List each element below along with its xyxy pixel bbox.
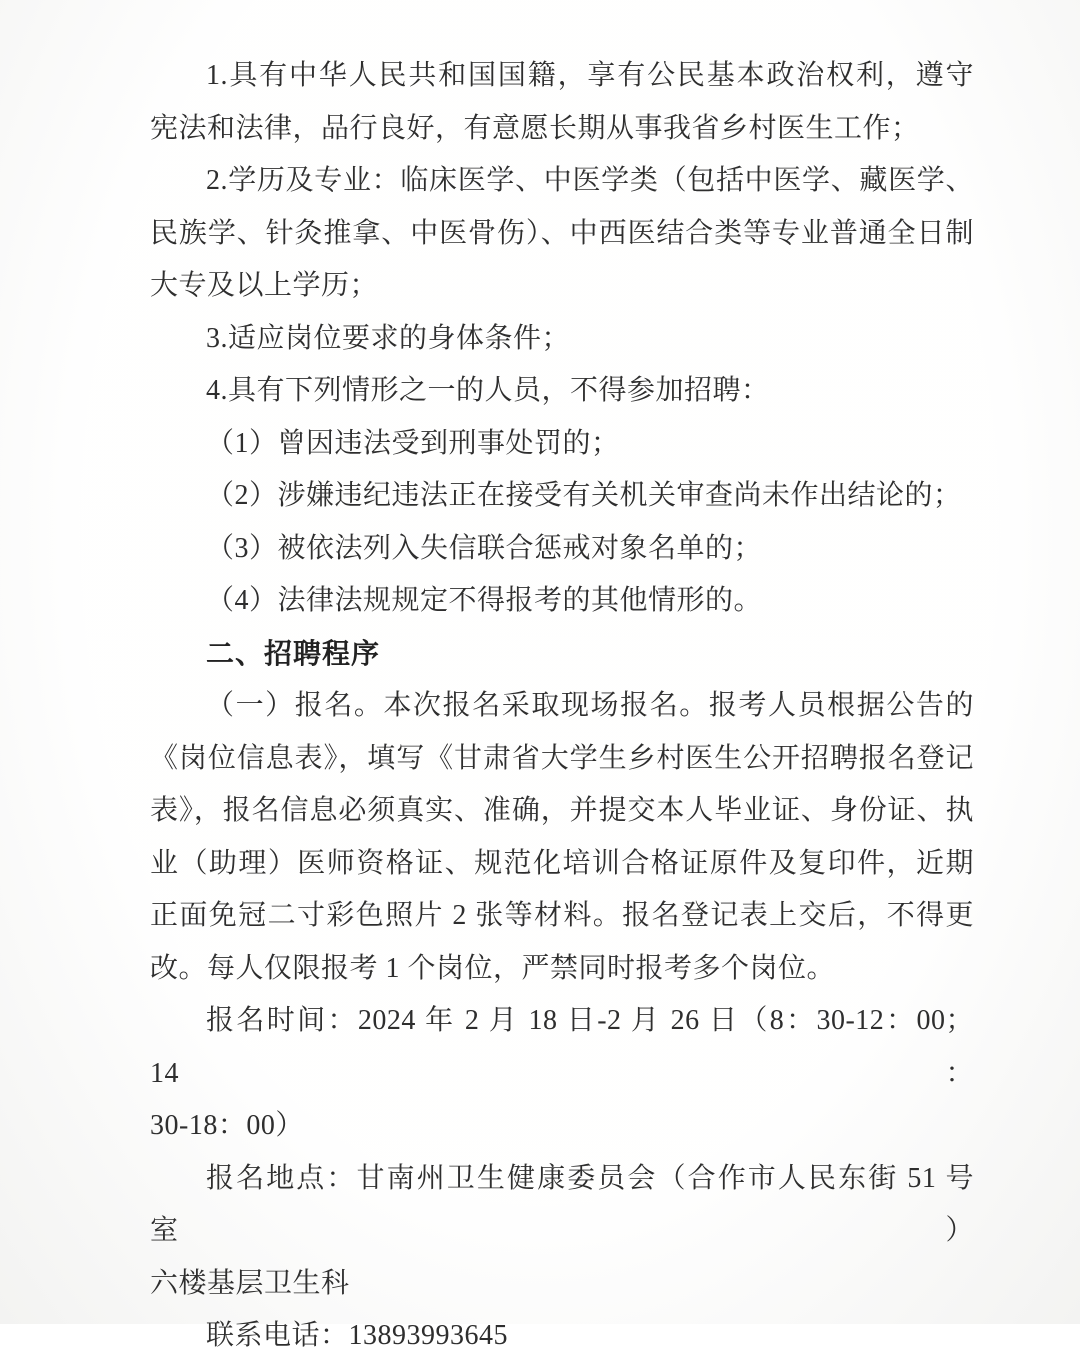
section-heading xyxy=(150,628,974,681)
paragraph xyxy=(150,523,974,576)
paragraph xyxy=(150,155,974,313)
paragraph xyxy=(150,50,974,155)
text-line: 六楼基层卫生科 xyxy=(150,1267,350,1299)
paragraph xyxy=(150,575,974,628)
text-line: （3）被依法列入失信联合惩戒对象名单的； xyxy=(206,532,763,564)
text-line: 3.适应岗位要求的身体条件； xyxy=(206,322,571,354)
paragraph xyxy=(150,313,974,366)
text-line: 1.具有中华人民共和国国籍，享有公民基本政治权利，遵守 xyxy=(206,60,974,91)
text-line: 报名地点：甘南州卫生健康委员会（合作市人民东街 51 号室） xyxy=(150,1162,974,1246)
section-heading-text: 二、招聘程序 xyxy=(206,637,381,669)
text-line: 联系电话：13893993645 xyxy=(206,1320,509,1351)
paragraph xyxy=(150,1153,974,1311)
text-line: （一）报名。本次报名采取现场报名。报考人员根据公告的 xyxy=(206,690,974,721)
paragraph xyxy=(150,1310,974,1363)
text-line: 4.具有下列情形之一的人员，不得参加招聘： xyxy=(206,375,770,406)
text-line: （2）涉嫌违纪违法正在接受有关机关审查尚未作出结论的； xyxy=(206,480,962,511)
text-line: 改。每人仅限报考 1 个岗位，严禁同时报考多个岗位。 xyxy=(150,952,836,984)
text-line: 大专及以上学历； xyxy=(150,270,379,301)
text-line: 《岗位信息表》，填写《甘肃省大学生乡村医生公开招聘报名登记 xyxy=(150,742,974,774)
document-body xyxy=(150,50,974,1363)
text-line: 业（助理）医师资格证、规范化培训合格证原件及复印件，近期 xyxy=(150,847,974,879)
paragraph xyxy=(150,365,974,418)
paragraph xyxy=(150,680,974,995)
paragraph xyxy=(150,418,974,471)
text-line: 民族学、针灸推拿、中医骨伤）、中西医结合类等专业普通全日制 xyxy=(150,217,974,249)
text-line: 正面免冠二寸彩色照片 2 张等材料。报名登记表上交后，不得更 xyxy=(150,900,974,931)
text-line: 表》，报名信息必须真实、准确，并提交本人毕业证、身份证、执 xyxy=(150,795,974,826)
text-line: 2.学历及专业：临床医学、中医学类（包括中医学、藏医学、 xyxy=(206,165,974,196)
text-line: 宪法和法律，品行良好，有意愿长期从事我省乡村医生工作； xyxy=(150,112,920,144)
paragraph xyxy=(150,470,974,523)
text-line: 报名时间：2024 年 2 月 18 日-2 月 26 日（8：30-12：00；14： xyxy=(150,1005,974,1089)
text-line: （4）法律法规规定不得报考的其他情形的。 xyxy=(206,585,763,616)
paragraph xyxy=(150,995,974,1153)
text-line: （1）曾因违法受到刑事处罚的； xyxy=(206,427,620,459)
text-line: 30-18：00） xyxy=(150,1110,304,1141)
